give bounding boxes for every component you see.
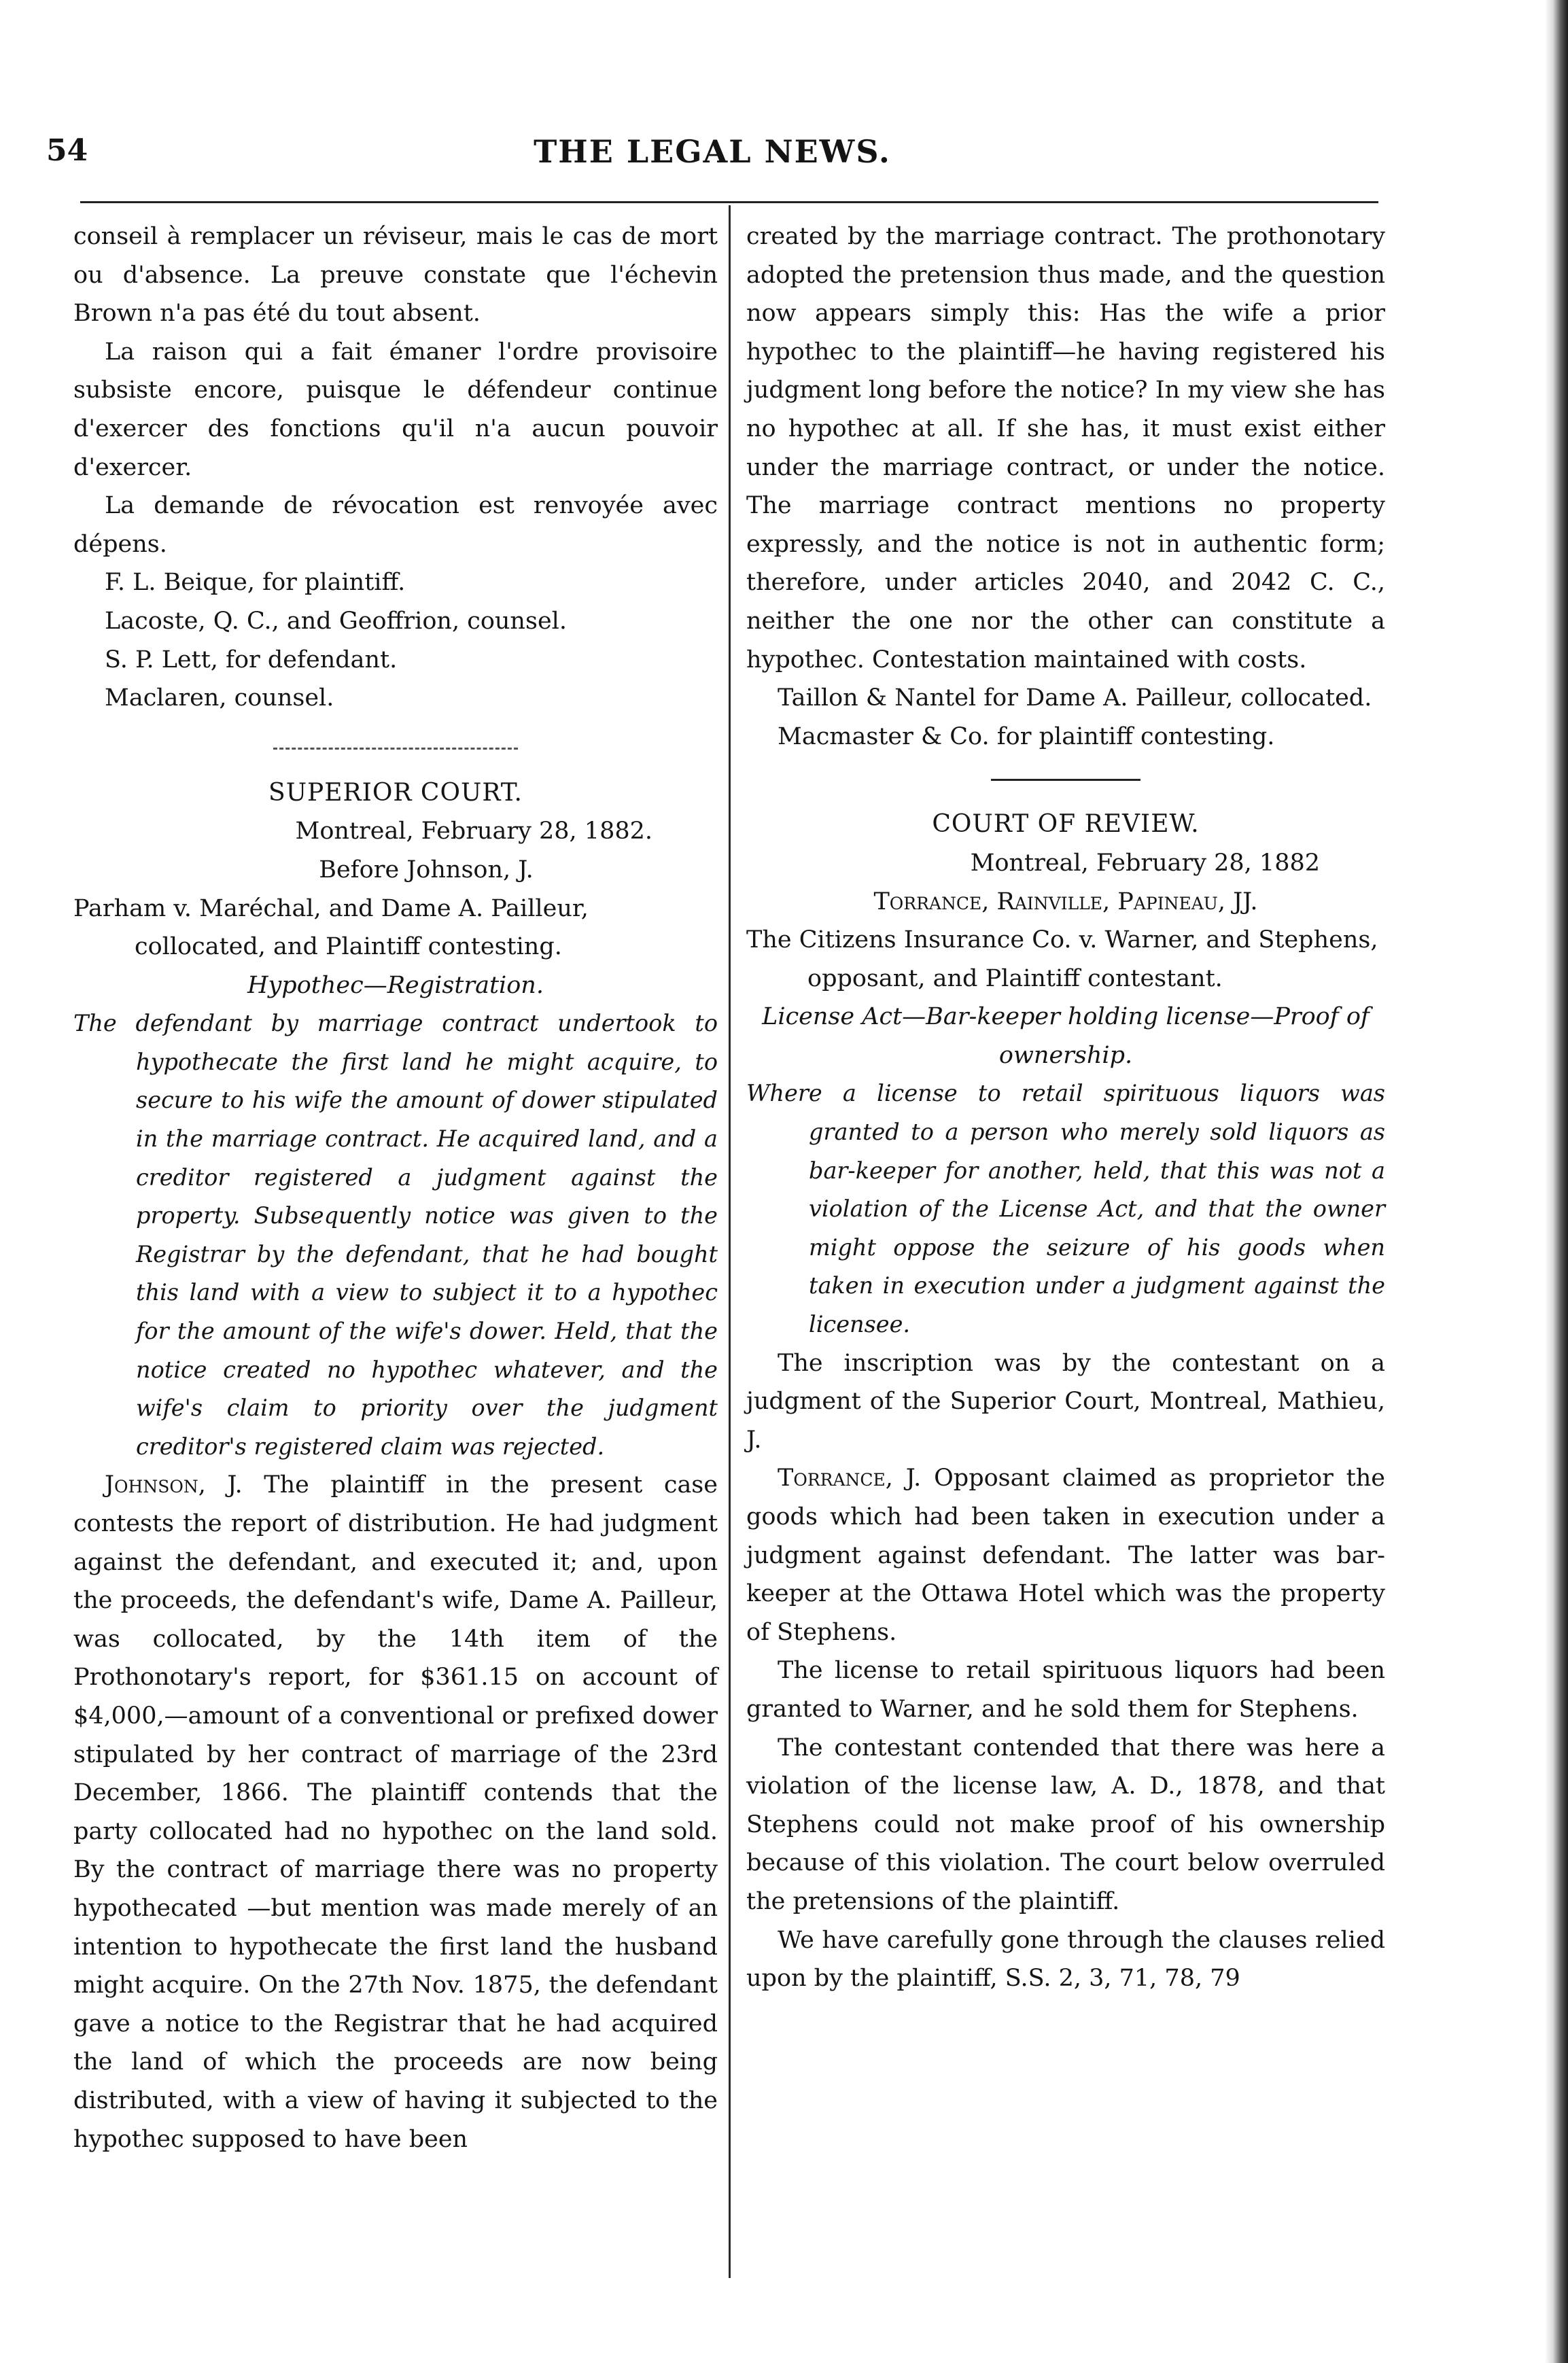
attorney-line: Maclaren, counsel. <box>105 684 334 712</box>
attorney-line: Taillon & Nantel for Dame A. Pailleur, collocated. <box>778 684 1372 712</box>
opinion-paragraph <box>73 1466 718 2158</box>
page-number: 54 <box>46 133 88 168</box>
paragraph: La demande de révocation est renvoyée avec dépens. <box>73 492 718 558</box>
case-parties: The Citizens Insurance Co. v. Warner, and Stephens, opposant, and Plaintiff contestant. <box>746 926 1378 992</box>
running-title: THE LEGAL NEWS. <box>534 133 891 170</box>
opinion-paragraph <box>746 1459 1385 1651</box>
column-divider <box>729 205 731 2278</box>
attorney-line: F. L. Beique, for plaintiff. <box>105 569 406 597</box>
opinion-text: Opposant claimed as proprietor the goods which had been taken in execution under a judgment against defendant. The latter was bar-keeper at the Ottawa Hotel which was the property of Stephens. <box>746 1465 1385 1646</box>
judge-name: Johnson, J. <box>105 1471 243 1499</box>
section-divider <box>991 779 1140 781</box>
bench-line: Before Johnson, J. <box>319 856 534 883</box>
court-heading: COURT OF REVIEW. <box>932 810 1200 839</box>
headnote: Where a license to retail spirituous liquors was granted to a person who merely sold liquors as bar-keeper for another, held, that this was not a violation of the License Act, and that the owner might oppose the seizure of his goods when taken in execution under a judgment against the licensee. <box>746 1080 1385 1338</box>
case-subject: License Act—Bar-keeper holding license—Proof of ownership. <box>762 1003 1370 1069</box>
paragraph: created by the marriage contract. The prothonotary adopted the pretension thus made, and the question now appears simply this: Has the wife a prior hypothec to the plaintiff—he having registered his judgment long before the notice? In my view she has no hypothec at all. If she has, it must exist either under the marriage contract, or under the notice. The marriage contract mentions no property expressly, and the notice is not in authentic form; therefore, under articles 2040, and 2042 C. C., neither the one nor the other can constitute a hypothec. Contestation maintained with costs. <box>746 223 1385 673</box>
case-parties: Parham v. Maréchal, and Dame A. Pailleur, collocated, and Plaintiff contesting. <box>73 894 589 961</box>
court-heading: SUPERIOR COURT. <box>268 778 523 807</box>
paragraph: La raison qui a fait émaner l'ordre provisoire subsiste encore, puisque le défendeur continue d'exercer des fonctions qu'il n'a aucun pouvoir d'exercer. <box>73 338 718 481</box>
bench-line: Torrance, Rainville, Papineau, JJ. <box>873 888 1258 915</box>
paragraph: The inscription was by the contestant on a judgment of the Superior Court, Montreal, Mathieu, J. <box>746 1349 1385 1454</box>
paragraph: We have carefully gone through the clauses relied upon by the plaintiff, S.S. 2, 3, 71, 78, 79 <box>746 1926 1385 1993</box>
case-subject: Hypothec—Registration. <box>247 971 544 999</box>
paragraph: conseil à remplacer un réviseur, mais le cas de mort ou d'absence. La preuve constate que l'échevin Brown n'a pas été du tout absent. <box>73 223 718 328</box>
section-divider <box>273 748 518 750</box>
left-column <box>73 217 718 2158</box>
binding-edge-shadow <box>1545 0 1568 2363</box>
right-column <box>746 217 1385 1998</box>
attorney-line: S. P. Lett, for defendant. <box>105 646 398 673</box>
header-rule <box>80 201 1378 203</box>
attorney-line: Macmaster & Co. for plaintiff contesting. <box>778 722 1275 750</box>
opinion-text: The plaintiff in the present case contests the report of distribution. He had judgment against the defendant, and executed it; and, upon the proceeds, the defendant's wife, Dame A. Pailleur, was collocated, by the 14th item of the Prothonotary's report, for $361.15 on account of $4,000,—amount of a conventional or prefixed dower stipulated by her contract of marriage of the 23rd December, 1866. The plaintiff contends that the party collocated had no hypothec on the land sold. By the contract of marriage there was no property hypothecated —but mention was made merely of an intention to hypothecate the first land the husband might acquire. On the 27th Nov. 1875, the defendant gave a notice to the Registrar that he had acquired the land of which the proceeds are now being distributed, with a view of having it subjected to the hypothec supposed to have been <box>73 1471 718 2153</box>
attorney-line: Lacoste, Q. C., and Geoffrion, counsel. <box>105 607 567 635</box>
page-header <box>46 133 1378 181</box>
judge-name: Torrance, J. <box>778 1465 922 1492</box>
headnote: The defendant by marriage contract undertook to hypothecate the first land he might acquire, to secure to his wife the amount of dower stipulated in the marriage contract. He acquired land, and a creditor registered a judgment against the property. Subsequently notice was given to the Registrar by the defendant, that he had bought this land with a view to subject it to a hypothec for the amount of the wife's dower. Held, that the notice created no hypothec whatever, and the wife's claim to priority over the judgment creditor's registered claim was rejected. <box>73 1010 718 1460</box>
paragraph: The license to retail spirituous liquors had been granted to Warner, and he sold them for Stephens. <box>746 1657 1385 1723</box>
dateline: Montreal, February 28, 1882 <box>970 849 1320 877</box>
dateline: Montreal, February 28, 1882. <box>295 818 652 845</box>
paragraph: The contestant contended that there was here a violation of the license law, A. D., 1878, and that Stephens could not make proof of his ownership because of this violation. The court below overruled the pretensions of the plaintiff. <box>746 1734 1385 1915</box>
